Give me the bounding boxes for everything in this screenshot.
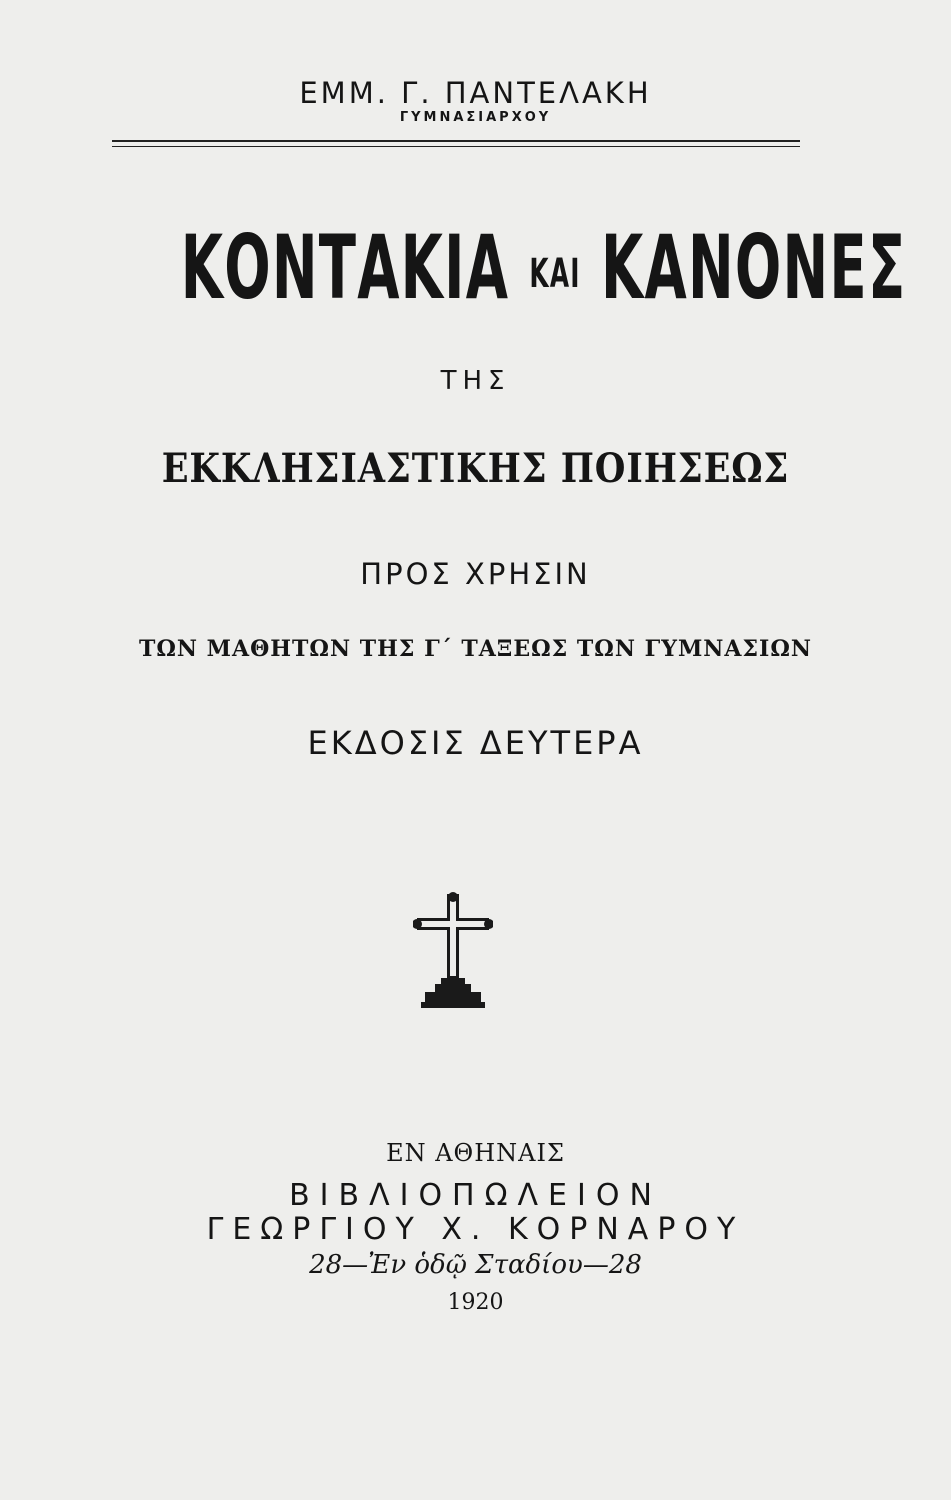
top-rule	[112, 140, 800, 142]
publisher-line-1: ΒΙΒΛΙΟΠΩΛΕΙΟΝ	[289, 1178, 662, 1213]
author-title: ΓΥΜΝΑΣΙΑΡΧΟΥ	[399, 110, 552, 125]
for-use-label: ΠΡΟΣ ΧΡΗΣΙΝ	[360, 557, 591, 591]
title-part-1: ΚΟΝΤΑΚΙΑ	[180, 216, 510, 319]
subtitle: ΕΚΚΛΗΣΙΑΣΤΙΚΗΣ ΠΟΙΗΣΕΩΣ	[161, 445, 790, 492]
audience-line: ΤΩΝ ΜΑΘΗΤΩΝ ΤΗΣ Γ΄ ΤΑΞΕΩΣ ΤΩΝ ΓΥΜΝΑΣΙΩΝ	[138, 636, 813, 662]
place-label: ΕΝ ΑΘΗΝΑΙΣ	[386, 1139, 565, 1167]
author-name: ΕΜΜ. Γ. ΠΑΝΤΕΛΑΚΗ	[299, 76, 652, 110]
of-the-label: ΤΗΣ	[440, 366, 511, 396]
cross-icon	[413, 892, 493, 1010]
edition-label: ΕΚΔΟΣΙΣ ΔΕΥΤΕΡΑ	[307, 724, 644, 762]
title-kai: ΚΑΙ	[529, 251, 581, 298]
title-part-2: ΚΑΝΟΝΕΣ	[601, 216, 907, 319]
publisher-address: 28—Ἐν ὁδῷ Σταδίου—28	[309, 1250, 642, 1280]
main-title	[180, 216, 907, 319]
publisher-line-2: ΓΕΩΡΓΙΟΥ Χ. ΚΟΡΝΑΡΟΥ	[206, 1212, 745, 1247]
top-rule-thin	[112, 146, 800, 147]
publication-year: 1920	[447, 1290, 504, 1315]
